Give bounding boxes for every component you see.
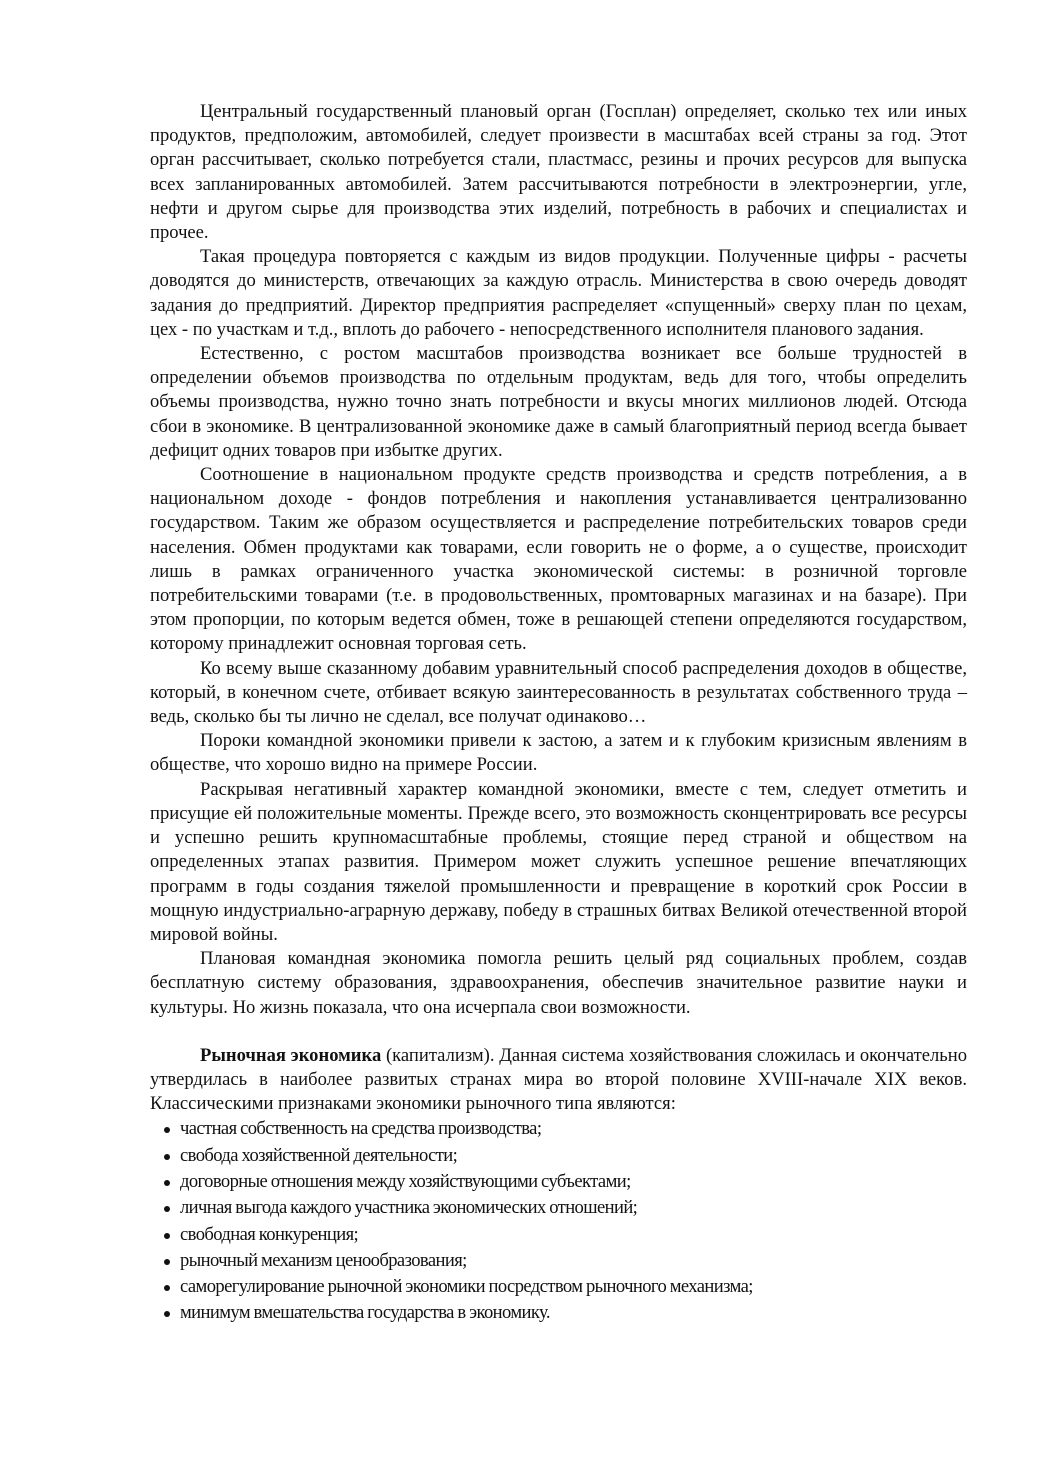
paragraph-market-economy <box>150 1044 967 1117</box>
list-item-text: личная выгода каждого участника экономических отношений; <box>180 1197 638 1219</box>
list-item <box>150 1222 967 1248</box>
list-item <box>150 1274 967 1300</box>
bullet-icon <box>164 1206 170 1212</box>
list-item <box>150 1248 967 1274</box>
paragraph-distribution: Соотношение в национальном продукте средств производства и средств потребления, а в национальном доходе - фондов потребления и накопления устанавливается централизованно государством. Таким же образом осуществляется и распределение потребительских товаров среди населения. Обмен продуктами как товарами, если говорить не о форме, а о существе, происходит лишь в рамках ограниченного участка экономической системы: в розничной торговле потребительскими товарами (т.е. в продовольственных, промтоварных магазинах и на базаре). При этом пропорции, по которым ведется обмен, тоже в решающей степени определяются государством, которому принадлежит основная торговая сеть. <box>150 464 967 655</box>
bullet-icon <box>164 1127 170 1133</box>
paragraph-social-problems: Плановая командная экономика помогла решить целый ряд социальных проблем, создав бесплатную систему образования, здравоохранения, обеспечив значительное развитие науки и культуры. Но жизнь показала, что она исчерпала свои возможности. <box>150 948 967 1018</box>
list-item <box>150 1143 967 1169</box>
list-item-text: рыночный механизм ценообразования; <box>180 1249 467 1271</box>
bullet-icon <box>164 1311 170 1317</box>
list-item <box>150 1300 967 1326</box>
section-gap <box>150 1020 967 1044</box>
list-item <box>150 1116 967 1142</box>
paragraph-difficulties: Естественно, с ростом масштабов производства возникает все больше трудностей в определении объемов производства по отдельным продуктам, ведь для того, чтобы определить объемы производства, нужно точно знать потребности и вкусы многих миллионов людей. Отсюда сбои в экономике. В централизованной экономике даже в самый благоприятный период всегда бывает дефицит одних товаров при избытке других. <box>150 343 967 461</box>
list-item <box>150 1169 967 1195</box>
bullet-icon <box>164 1259 170 1265</box>
list-item-text: свободная конкуренция; <box>180 1223 359 1245</box>
document-page <box>150 100 967 1327</box>
list-item-text: минимум вмешательства государства в экономику. <box>180 1302 550 1324</box>
market-economy-term: Рыночная экономика <box>200 1044 382 1066</box>
market-features-list <box>150 1116 967 1326</box>
paragraph-vices: Пороки командной экономики привели к застою, а затем и к глубоким кризисным явлениям в обществе, что хорошо видно на примере России. <box>150 730 967 776</box>
paragraph-gosplan: Центральный государственный плановый орган (Госплан) определяет, сколько тех или иных продуктов, предположим, автомобилей, следует произвести в масштабах всей страны за год. Этот орган рассчитывает, сколько потребуется стали, пластмасс, резины и прочих ресурсов для выпуска всех запланированных автомобилей. Затем рассчитываются потребности в электроэнергии, угле, нефти и другом сырье для производства этих изделий, потребность в рабочих и специалистах и прочее. <box>150 101 967 244</box>
list-item-text: договорные отношения между хозяйствующими субъектами; <box>180 1170 631 1192</box>
paragraph-equalization: Ко всему выше сказанному добавим уравнительный способ распределения доходов в обществе, который, в конечном счете, отбивает всякую заинтересованность в результатах собственного труда – ведь, сколько бы ты лично не сделал, все получат одинаково… <box>150 657 967 728</box>
paragraph-procedure: Такая процедура повторяется с каждым из видов продукции. Полученные цифры - расчеты доводятся до министерств, отвечающих за каждую отрасль. Министерства в свою очередь доводят задания до предприятий. Директор предприятия распределяет «спущенный» сверху план по цехам, цех - по участкам и т.д., вплоть до рабочего - непосредственного исполнителя планового задания. <box>150 246 967 340</box>
list-item-text: частная собственность на средства производства; <box>180 1118 542 1140</box>
paragraph-positive-aspects: Раскрывая негативный характер командной экономики, вместе с тем, следует отметить и присущие ей положительные моменты. Прежде всего, это возможность сконцентрировать все ресурсы и успешно решить крупномасштабные проблемы, стоящие перед страной и обществом на определенных этапах развития. Примером может служить успешное решение впечатляющих программ в годы создания тяжелой промышленности и превращение в короткий срок России в мощную индустриально-аграрную державу, победу в страшных битвах Великой отечественной второй мировой войны. <box>150 778 967 945</box>
bullet-icon <box>164 1180 170 1186</box>
list-item-text: свобода хозяйственной деятельности; <box>180 1144 458 1166</box>
list-item-text: саморегулирование рыночной экономики посредством рыночного механизма; <box>180 1276 753 1298</box>
bullet-icon <box>164 1154 170 1160</box>
market-economy-text: (капитализм). Данная система хозяйствования сложилась и окончательно утвердилась в наиболее развитых странах мира во второй половине XVIII-начале XIX веков. Классическими признаками экономики рыночного типа являются: <box>150 1044 967 1115</box>
bullet-icon <box>164 1233 170 1239</box>
bullet-icon <box>164 1285 170 1291</box>
list-item <box>150 1195 967 1221</box>
